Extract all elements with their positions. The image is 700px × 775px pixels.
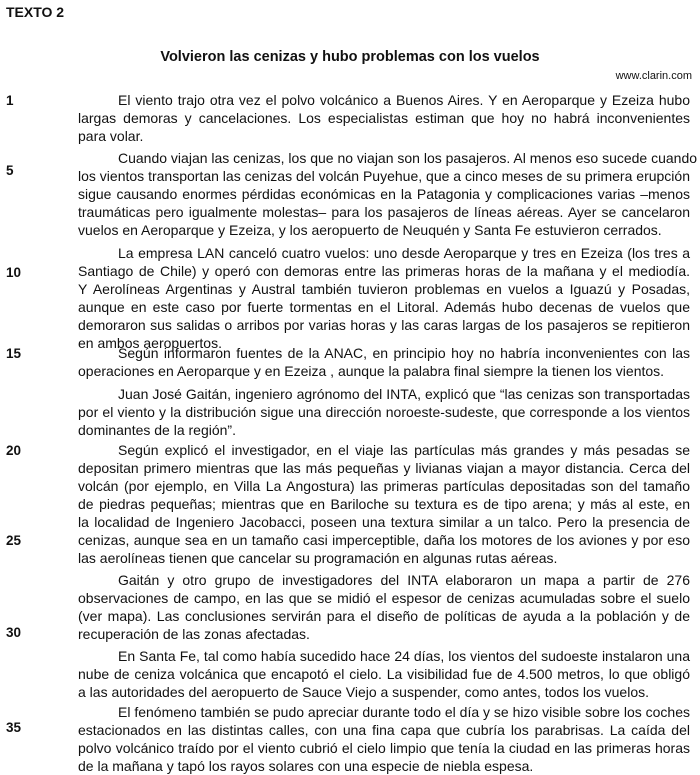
text-line: depositan primero mientras que las más pequeñas y livianas viajan a mayor distancia. Cerca del xyxy=(78,460,690,476)
line-number: 20 xyxy=(6,443,22,458)
text-line: para volar. xyxy=(78,128,144,144)
text-line: largas demoras y cancelaciones. Los especialistas estiman que hoy no habrá inconvenientes xyxy=(78,110,690,126)
line-number: 5 xyxy=(6,163,14,178)
text-line: a las autoridades del aeropuerto de Sauce Viejo a suspender, como antes, todos los vuelos. xyxy=(78,684,650,700)
text-line: demoraron sus salidas o arribos por varias horas y las caras largas de los pasajeros se repitieron xyxy=(78,317,690,333)
text-line: por el viento y la distribución sigue una dirección noroeste-sudeste, que corresponde a los vientos xyxy=(78,404,690,420)
text-line: traumáticas pero igualmente molestas– para los pasajeros de líneas aéreas. Ayer se cancelaron xyxy=(78,204,690,220)
line-number: 1 xyxy=(6,93,14,108)
text-line: Y Aerolíneas Argentinas y Austral también tuvieron problemas en vuelos a Iguazú y Posadas, xyxy=(78,281,690,297)
text-line: aunque en este caso por fuerte tormentas en el Litoral. Además hubo decenas de vuelos que xyxy=(78,299,690,315)
text-line: Juan José Gaitán, ingeniero agrónomo del INTA, explicó que “las cenizas son transportadas xyxy=(118,386,690,402)
text-line: En Santa Fe, tal como había sucedido hace 24 días, los vientos del sudoeste instalaron una xyxy=(118,648,690,664)
text-line: recuperación de las zonas afectadas. xyxy=(78,626,310,642)
text-line: polvo volcánico traído por el viento cubrió el cielo limpio que tenía la ciudad en las primeras horas xyxy=(78,740,690,756)
text-line: de la mañana y tapó los rayos solares con una especie de niebla espesa. xyxy=(78,758,534,774)
text-line: de piedras pequeñas; mientras que en Bariloche su textura es de tipo arena; y más al este, en xyxy=(78,496,690,512)
text-label: TEXTO 2 xyxy=(6,4,65,20)
text-line: Gaitán y otro grupo de investigadores del INTA elaboraron un mapa a partir de 276 xyxy=(118,572,690,588)
text-line: los vientos transportan las cenizas del volcán Puyehue, que a cinco meses de su primera erupción xyxy=(78,168,690,184)
line-number: 35 xyxy=(6,720,22,735)
line-number: 15 xyxy=(6,346,22,361)
line-number: 25 xyxy=(6,533,22,548)
text-line: sigue causando enormes pérdidas económicas en la Patagonia y complicaciones varias –menos xyxy=(78,186,690,202)
text-line: observaciones de campo, en las que se midió el espesor de cenizas acumuladas sobre el suelo xyxy=(78,590,690,606)
line-number: 10 xyxy=(6,265,22,280)
text-line: vuelos en Aeroparque y Ezeiza, y los aeropuerto de Neuquén y Santa Fe estuvieron cerrados. xyxy=(78,222,662,238)
text-line: la localidad de Ingeniero Jacobacci, poseen una textura similar a un talco. Pero la presencia de xyxy=(78,514,690,530)
text-line: Cuando viajan las cenizas, los que no viajan son los pasajeros. Al menos eso sucede cuando xyxy=(118,150,698,166)
source-link: www.clarin.com xyxy=(615,70,692,82)
text-line: (ver mapa). Las conclusiones servirán para el diseño de políticas de ayuda a la población y de xyxy=(78,608,690,624)
text-line: nube de ceniza volcánica que encapotó el cielo. La visibilidad fue de 4.500 metros, lo que obligó xyxy=(78,666,690,682)
article-title: Volvieron las cenizas y hubo problemas con los vuelos xyxy=(160,49,540,65)
text-line: Según informaron fuentes de la ANAC, en principio hoy no habría inconvenientes con las xyxy=(118,345,690,361)
text-line: dominantes de la región”. xyxy=(78,422,236,438)
text-line: Santiago de Chile) y operó con demoras entre las primeras horas de la mañana y el mediodía. xyxy=(78,263,690,279)
text-line: en ambos aeropuertos. xyxy=(78,335,222,351)
text-line: El fenómeno también se pudo apreciar durante todo el día y se hizo visible sobre los coches xyxy=(118,704,691,720)
text-line: estacionados en las distintas calles, con una fina capa que cubría los parabrisas. La caída del xyxy=(78,722,690,738)
text-line: volcán (por ejemplo, en Villa La Angostura) las primeras partículas depositadas son del tamaño xyxy=(78,478,690,494)
text-line: operaciones en Aeroparque y en Ezeiza , aunque la palabra final siempre la tienen los vientos. xyxy=(78,363,665,379)
text-line: las aerolíneas tienen que cancelar su programación en algunas rutas aéreas. xyxy=(78,550,558,566)
text-line: El viento trajo otra vez el polvo volcánico a Buenos Aires. Y en Aeroparque y Ezeiza hubo xyxy=(118,92,690,108)
text-line: Según explicó el investigador, en el viaje las partículas más grandes y más pesadas se xyxy=(118,442,690,458)
text-line: cenizas, aunque sea en un tamaño casi imperceptible, daña los motores de los aviones y por eso xyxy=(78,532,690,548)
line-number: 30 xyxy=(6,625,22,640)
text-line: La empresa LAN canceló cuatro vuelos: uno desde Aeroparque y tres en Ezeiza (los tres a xyxy=(118,245,690,261)
